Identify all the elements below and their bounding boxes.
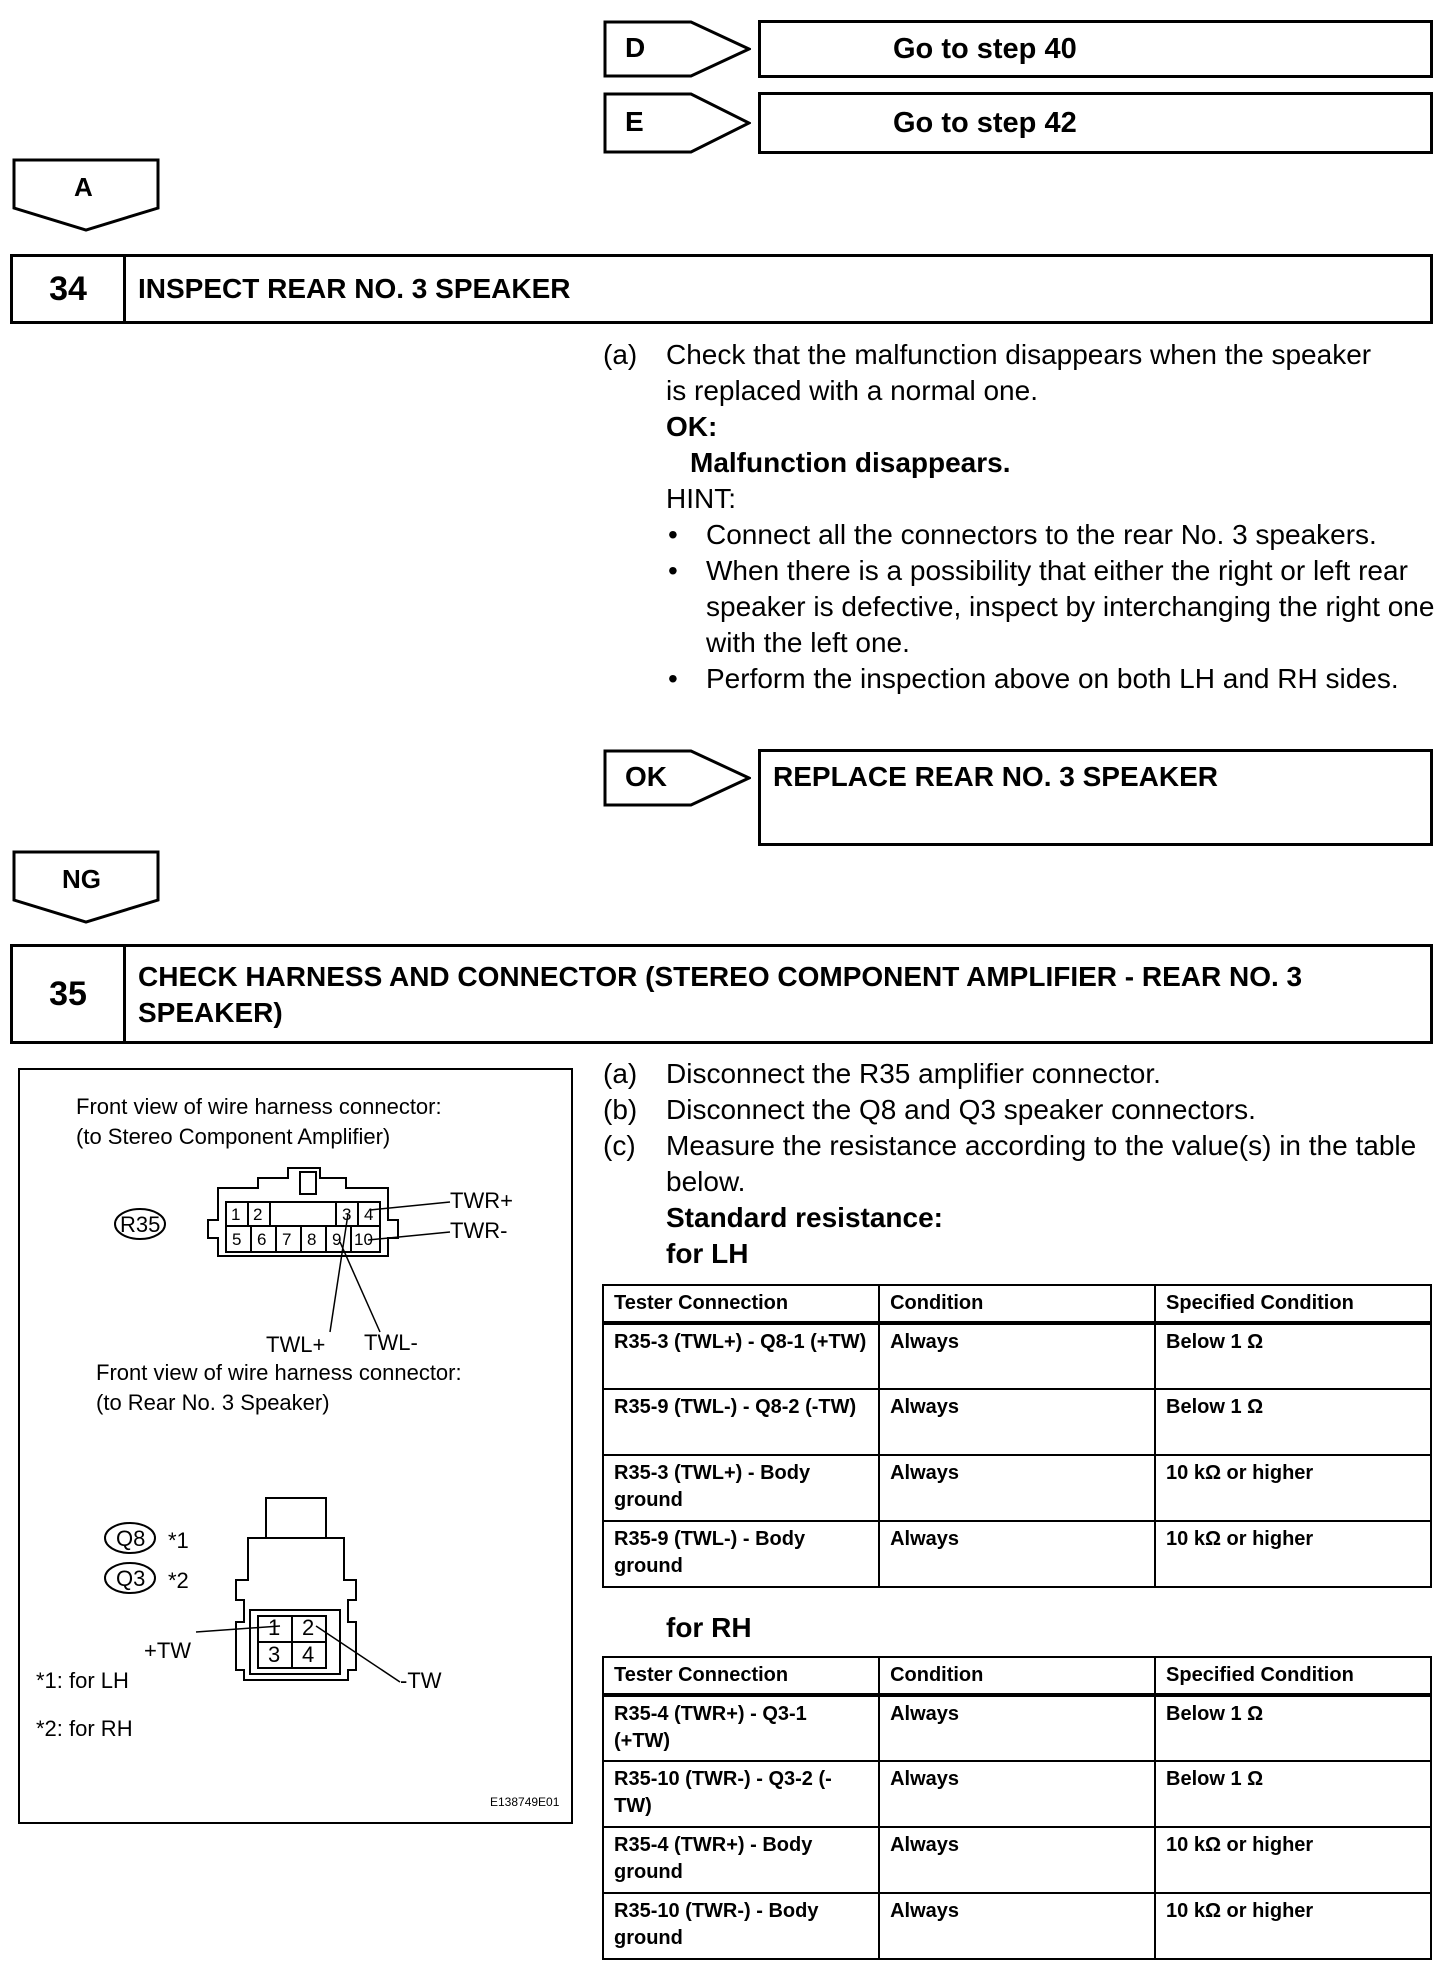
item-text-line2: is replaced with a normal one. bbox=[666, 375, 1038, 406]
goto-step-42-text: Go to step 42 bbox=[893, 107, 1077, 139]
table-row bbox=[603, 1893, 1431, 1959]
table-header-row bbox=[603, 1285, 1431, 1323]
table-cell: Below 1 Ω bbox=[1155, 1695, 1431, 1761]
table-row bbox=[603, 1389, 1431, 1455]
branch-tag-label: D bbox=[625, 32, 646, 63]
branch-tag-label: OK bbox=[625, 761, 667, 792]
step-34-header bbox=[10, 254, 1433, 324]
table-row bbox=[603, 1521, 1431, 1587]
note-rh: *2: for RH bbox=[36, 1716, 133, 1741]
column-header: Tester Connection bbox=[603, 1657, 879, 1695]
r35-id-label: R35 bbox=[120, 1212, 161, 1237]
lh-resistance-table bbox=[602, 1284, 1432, 1588]
caption-amplifier-line1: Front view of wire harness connector: bbox=[76, 1094, 442, 1119]
table-cell: Below 1 Ω bbox=[1155, 1389, 1431, 1455]
q3-id-label: Q3 bbox=[116, 1566, 146, 1591]
q3-note-marker: *2 bbox=[168, 1568, 189, 1593]
q8-note-marker: *1 bbox=[168, 1528, 189, 1553]
caption-speaker-line2: (to Rear No. 3 Speaker) bbox=[96, 1390, 330, 1415]
pin-label: 1 bbox=[231, 1205, 241, 1224]
result-tag-ng bbox=[12, 850, 160, 924]
hint-item: When there is a possibility that either the right or left rear speaker is defective, inspect by interchanging the right one with the left one. bbox=[706, 555, 1435, 658]
table-cell: Always bbox=[879, 1695, 1155, 1761]
table-cell: Below 1 Ω bbox=[1155, 1761, 1431, 1827]
table-cell: Always bbox=[879, 1893, 1155, 1959]
table-row bbox=[603, 1455, 1431, 1521]
column-header: Specified Condition bbox=[1155, 1657, 1431, 1695]
pin-label: 7 bbox=[282, 1230, 292, 1249]
r35-connector-drawing bbox=[20, 1070, 575, 1826]
table-cell: 10 kΩ or higher bbox=[1155, 1893, 1431, 1959]
bullet-dot: • bbox=[668, 519, 678, 550]
column-header: Specified Condition bbox=[1155, 1285, 1431, 1323]
pin-label: 10 bbox=[354, 1230, 373, 1249]
ok-value: Malfunction disappears. bbox=[690, 447, 1011, 478]
column-header: Condition bbox=[879, 1285, 1155, 1323]
table-cell: Always bbox=[879, 1521, 1155, 1587]
twr-minus-label: TWR- bbox=[450, 1218, 508, 1243]
pin-label: 4 bbox=[302, 1642, 315, 1667]
goto-step-42-box[interactable] bbox=[758, 92, 1433, 154]
step-title: CHECK HARNESS AND CONNECTOR (STEREO COMPONENT AMPLIFIER - REAR NO. 3 SPEAKER) bbox=[138, 961, 1303, 1028]
for-rh-label: for RH bbox=[666, 1612, 752, 1643]
pin-label: 5 bbox=[232, 1230, 242, 1249]
item-letter: (a) bbox=[603, 1058, 638, 1089]
item-letter: (b) bbox=[603, 1094, 638, 1125]
q8-id-label: Q8 bbox=[116, 1526, 146, 1551]
hint-label: HINT: bbox=[666, 483, 736, 514]
twl-plus-label: TWL+ bbox=[266, 1332, 326, 1357]
connector-illustration bbox=[18, 1068, 573, 1824]
table-cell: R35-3 (TWL+) - Q8-1 (+TW) bbox=[603, 1323, 879, 1389]
goto-step-40-text: Go to step 40 bbox=[893, 33, 1077, 65]
twl-minus-label: TWL- bbox=[364, 1330, 418, 1355]
table-cell: Always bbox=[879, 1455, 1155, 1521]
table-cell: Always bbox=[879, 1761, 1155, 1827]
pin-label: 3 bbox=[342, 1205, 352, 1224]
bullet-dot: • bbox=[668, 663, 678, 694]
step-number: 34 bbox=[13, 257, 126, 321]
pin-label: 2 bbox=[253, 1205, 263, 1224]
branch-tag-label: E bbox=[625, 106, 644, 137]
pin-label: 4 bbox=[364, 1205, 374, 1224]
table-cell: Always bbox=[879, 1389, 1155, 1455]
result-tag-a bbox=[12, 158, 160, 232]
table-cell: R35-10 (TWR-) - Q3-2 (-TW) bbox=[603, 1761, 879, 1827]
item-letter: (c) bbox=[603, 1130, 636, 1161]
item-text: Disconnect the R35 amplifier connector. bbox=[666, 1058, 1161, 1089]
bullet-dot: • bbox=[668, 555, 678, 586]
item-text-line1: Check that the malfunction disappears when the speaker bbox=[666, 339, 1372, 370]
step-number: 35 bbox=[13, 947, 126, 1041]
speaker-connector-body bbox=[236, 1498, 356, 1680]
goto-step-40-box[interactable] bbox=[758, 20, 1433, 78]
table-cell: R35-9 (TWL-) - Body ground bbox=[603, 1521, 879, 1587]
result-tag-label: A bbox=[74, 172, 93, 202]
rh-resistance-table bbox=[602, 1656, 1432, 1960]
note-lh: *1: for LH bbox=[36, 1668, 129, 1693]
item-text: Disconnect the Q8 and Q3 speaker connectors. bbox=[666, 1094, 1256, 1125]
step-title: INSPECT REAR NO. 3 SPEAKER bbox=[138, 273, 571, 304]
table-row bbox=[603, 1695, 1431, 1761]
result-tag-label: NG bbox=[62, 864, 101, 894]
pin-label: 6 bbox=[257, 1230, 267, 1249]
hint-item: Connect all the connectors to the rear No. 3 speakers. bbox=[706, 519, 1377, 550]
replace-speaker-box[interactable] bbox=[758, 749, 1433, 846]
table-cell: R35-3 (TWL+) - Body ground bbox=[603, 1455, 879, 1521]
tw-plus-label: +TW bbox=[144, 1638, 192, 1663]
standard-resistance-label: Standard resistance: bbox=[666, 1202, 943, 1233]
column-header: Condition bbox=[879, 1657, 1155, 1695]
table-cell: R35-10 (TWR-) - Body ground bbox=[603, 1893, 879, 1959]
table-cell: Always bbox=[879, 1323, 1155, 1389]
item-text: Measure the resistance according to the value(s) in the table below. bbox=[666, 1130, 1417, 1197]
caption-speaker-line1: Front view of wire harness connector: bbox=[96, 1360, 462, 1385]
table-cell: 10 kΩ or higher bbox=[1155, 1521, 1431, 1587]
tw-minus-label: -TW bbox=[400, 1668, 442, 1693]
table-cell: 10 kΩ or higher bbox=[1155, 1827, 1431, 1893]
twr-plus-label: TWR+ bbox=[450, 1188, 513, 1213]
column-header: Tester Connection bbox=[603, 1285, 879, 1323]
pin-label: 8 bbox=[307, 1230, 317, 1249]
table-cell: 10 kΩ or higher bbox=[1155, 1455, 1431, 1521]
pin-label: 1 bbox=[268, 1615, 281, 1640]
branch-tag-e bbox=[603, 92, 751, 154]
pin-label: 3 bbox=[268, 1642, 281, 1667]
table-cell: Always bbox=[879, 1827, 1155, 1893]
table-header-row bbox=[603, 1657, 1431, 1695]
step-35-header bbox=[10, 944, 1433, 1044]
caption-amplifier-line2: (to Stereo Component Amplifier) bbox=[76, 1124, 391, 1149]
branch-tag-d bbox=[603, 20, 751, 78]
pin-label: 9 bbox=[332, 1230, 342, 1249]
table-row bbox=[603, 1827, 1431, 1893]
table-row bbox=[603, 1761, 1431, 1827]
ok-label: OK: bbox=[666, 411, 718, 442]
hint-item: Perform the inspection above on both LH and RH sides. bbox=[706, 663, 1399, 694]
item-letter: (a) bbox=[603, 339, 638, 370]
for-lh-label: for LH bbox=[666, 1238, 749, 1269]
pin-label: 2 bbox=[302, 1615, 315, 1640]
branch-tag-ok bbox=[603, 749, 751, 807]
figure-code: E138749E01 bbox=[490, 1795, 560, 1809]
table-cell: Below 1 Ω bbox=[1155, 1323, 1431, 1389]
replace-speaker-text: REPLACE REAR NO. 3 SPEAKER bbox=[773, 761, 1218, 792]
table-cell: R35-9 (TWL-) - Q8-2 (-TW) bbox=[603, 1389, 879, 1455]
table-row bbox=[603, 1323, 1431, 1389]
table-cell: R35-4 (TWR+) - Body ground bbox=[603, 1827, 879, 1893]
table-cell: R35-4 (TWR+) - Q3-1 (+TW) bbox=[603, 1695, 879, 1761]
